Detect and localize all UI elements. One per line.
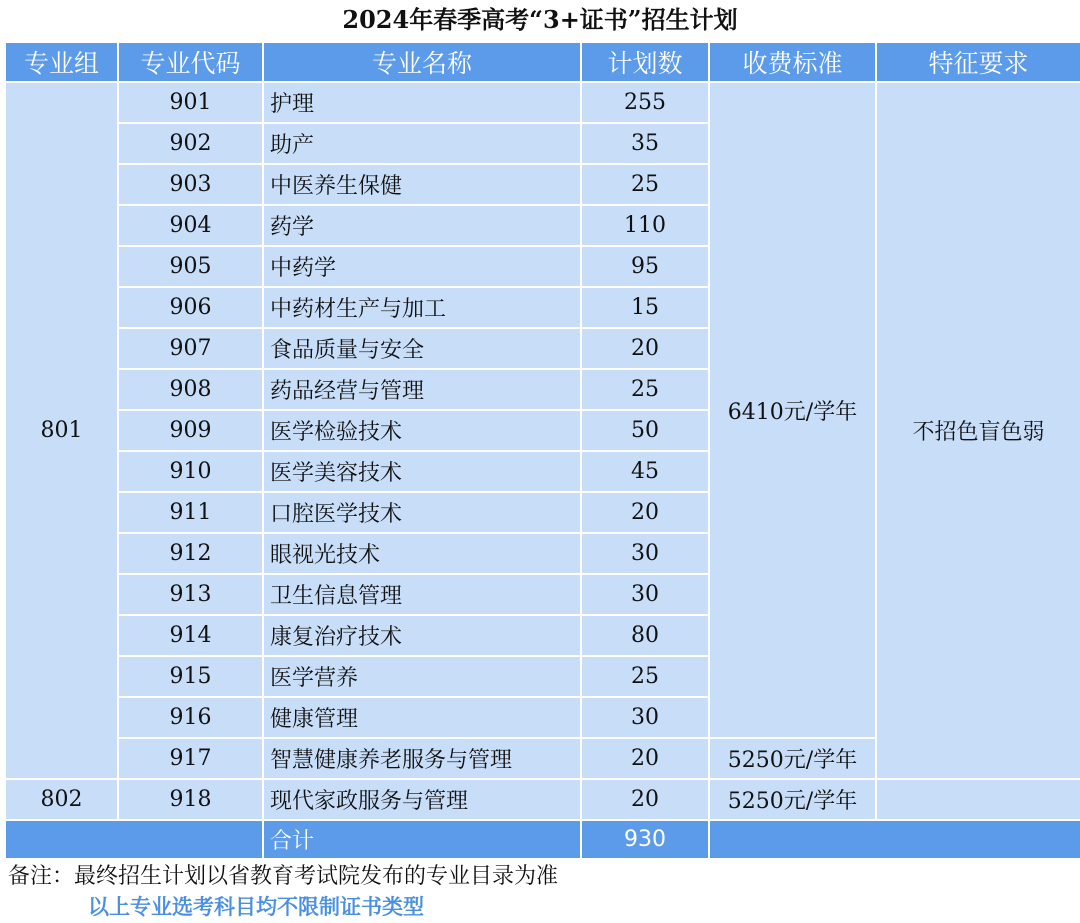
code-cell: 912 [118,533,263,574]
plan-cell: 25 [581,164,709,205]
name-cell: 药品经营与管理 [263,369,581,410]
code-cell: 906 [118,287,263,328]
page-title: 2024年春季高考“3+证书”招生计划 [342,5,738,34]
fee-cell: 6410元/学年 [709,82,876,738]
header-group: 专业组 [5,42,118,82]
name-cell: 中药学 [263,246,581,287]
plan-cell: 50 [581,410,709,451]
plan-cell: 20 [581,738,709,779]
name-cell: 医学检验技术 [263,410,581,451]
plan-cell: 20 [581,492,709,533]
plan-cell: 30 [581,697,709,738]
name-cell: 眼视光技术 [263,533,581,574]
code-cell: 911 [118,492,263,533]
table-header-row [5,42,1080,82]
total-label: 合计 [263,820,581,859]
code-cell: 915 [118,656,263,697]
plan-cell: 15 [581,287,709,328]
fee-cell: 5250元/学年 [709,779,876,820]
header-fee: 收费标准 [709,42,876,82]
plan-cell: 25 [581,369,709,410]
plan-cell: 35 [581,123,709,164]
requirement-cell: 不招色盲色弱 [876,82,1080,779]
header-code: 专业代码 [118,42,263,82]
code-cell: 907 [118,328,263,369]
name-cell: 中医养生保健 [263,164,581,205]
code-cell: 903 [118,164,263,205]
plan-cell: 45 [581,451,709,492]
code-cell: 902 [118,123,263,164]
name-cell: 医学营养 [263,656,581,697]
code-cell: 914 [118,615,263,656]
table-row [5,82,1080,123]
name-cell: 康复治疗技术 [263,615,581,656]
name-cell: 智慧健康养老服务与管理 [263,738,581,779]
plan-cell: 30 [581,533,709,574]
enrollment-plan-table [4,41,1080,860]
plan-cell: 20 [581,779,709,820]
name-cell: 食品质量与安全 [263,328,581,369]
notes [8,862,558,922]
header-requirement: 特征要求 [876,42,1080,82]
plan-cell: 110 [581,205,709,246]
plan-cell: 30 [581,574,709,615]
code-cell: 917 [118,738,263,779]
code-cell: 913 [118,574,263,615]
code-cell: 904 [118,205,263,246]
name-cell: 中药材生产与加工 [263,287,581,328]
name-cell: 现代家政服务与管理 [263,779,581,820]
fee-cell: 5250元/学年 [709,738,876,779]
code-cell: 918 [118,779,263,820]
group-cell: 801 [5,82,118,779]
group-cell: 802 [5,779,118,820]
code-cell: 901 [118,82,263,123]
total-plan: 930 [581,820,709,859]
name-cell: 医学美容技术 [263,451,581,492]
code-cell: 905 [118,246,263,287]
note-line-2: 以上专业选考科目均不限制证书类型 [88,895,424,919]
header-plan: 计划数 [581,42,709,82]
total-empty-cell [709,820,1080,859]
name-cell: 口腔医学技术 [263,492,581,533]
header-name: 专业名称 [263,42,581,82]
code-cell: 909 [118,410,263,451]
plan-cell: 95 [581,246,709,287]
table-row [5,779,1080,820]
code-cell: 910 [118,451,263,492]
total-empty-cell [5,820,263,859]
plan-cell: 80 [581,615,709,656]
total-row [5,820,1080,859]
plan-cell: 20 [581,328,709,369]
name-cell: 助产 [263,123,581,164]
name-cell: 护理 [263,82,581,123]
note-line-1: 备注：最终招生计划以省教育考试院发布的专业目录为准 [8,864,559,889]
requirement-cell [876,779,1080,820]
name-cell: 卫生信息管理 [263,574,581,615]
name-cell: 药学 [263,205,581,246]
code-cell: 916 [118,697,263,738]
name-cell: 健康管理 [263,697,581,738]
plan-cell: 255 [581,82,709,123]
plan-cell: 25 [581,656,709,697]
code-cell: 908 [118,369,263,410]
